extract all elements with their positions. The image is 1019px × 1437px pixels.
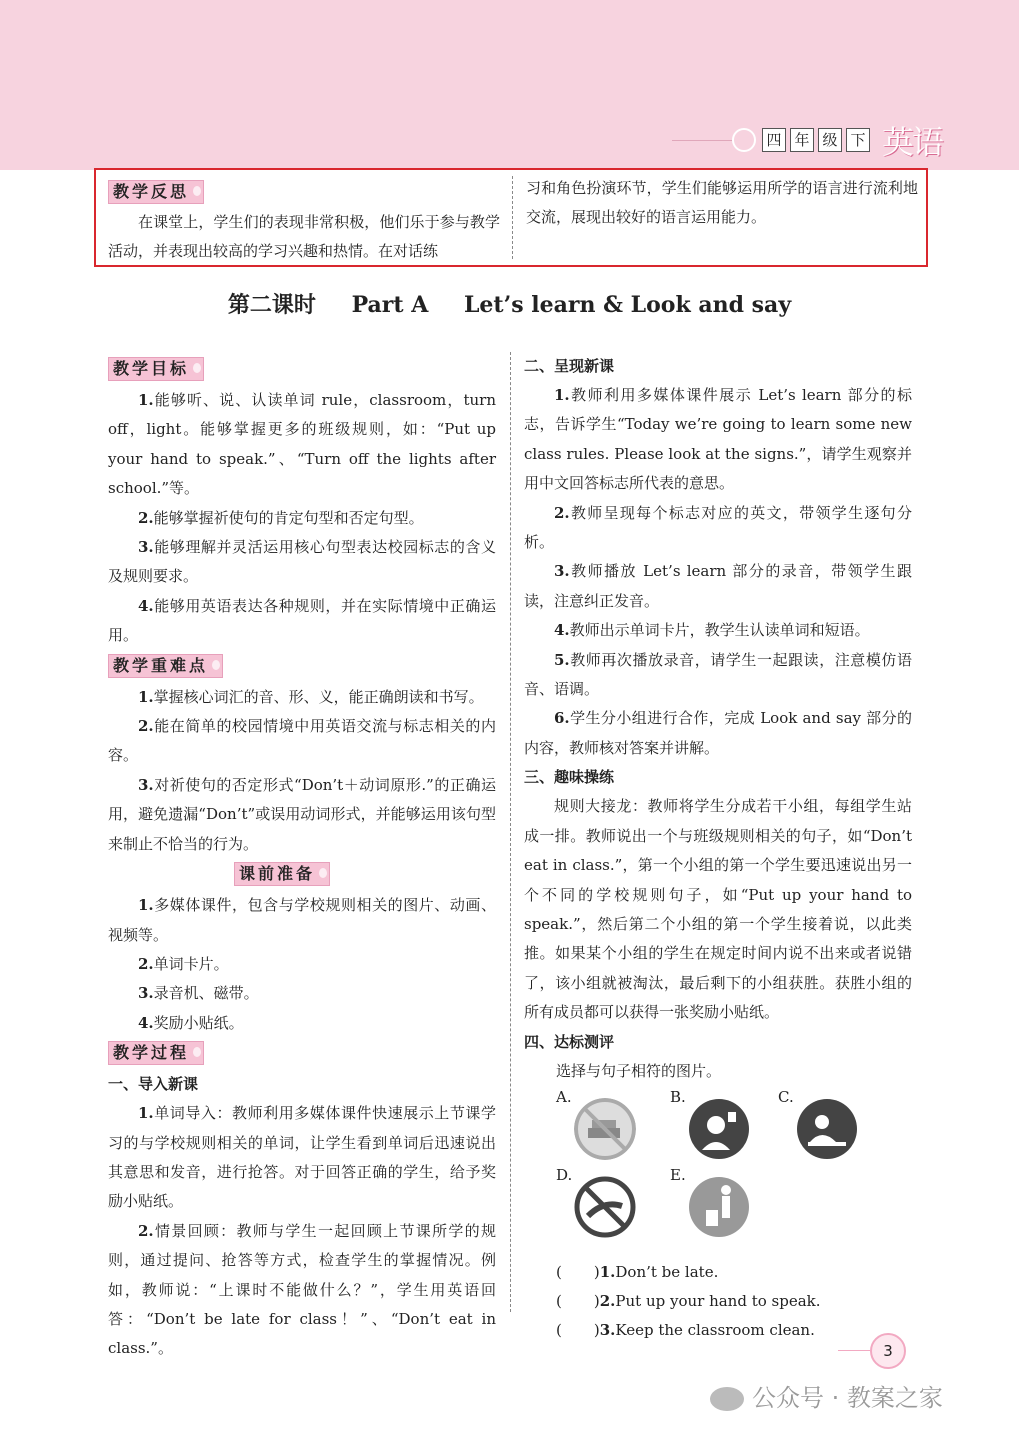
- item-text: 教师利用多媒体课件展示 Let’s learn 部分的标志，告诉学生“Today we’re going to learn some new class rules. Please look at the signs.”，请学生观察并用中文回答标志所代表的意思。: [524, 386, 912, 493]
- lesson-title-cn: 第二课时: [227, 292, 316, 318]
- quiz-instruction: 选择与句子相符的图片。: [556, 1061, 722, 1080]
- grade-char: 级: [818, 128, 842, 152]
- decor-line: [672, 140, 732, 141]
- option-label: C.: [778, 1087, 794, 1106]
- grade-label: [672, 120, 942, 160]
- item-text: 掌握核心词汇的音、形、义，能正确朗读和书写。: [153, 687, 484, 706]
- decor-circle: [732, 128, 756, 152]
- reflection-box: [94, 168, 928, 267]
- list-item: [108, 950, 496, 979]
- student-desk-sign-icon: [796, 1098, 858, 1160]
- item-number: 1.: [138, 391, 154, 409]
- trash-bin-sign-icon: [688, 1176, 750, 1238]
- item-number: 1.: [138, 1104, 154, 1123]
- item-text: 能够听、说、认读单词 rule，classroom，turn off，light。能够掌握更多的班级规则，如：“Put up your hand to speak.”、“Turn off the lights after school.”等。: [108, 391, 496, 498]
- column-divider: [510, 352, 511, 1312]
- item-number: 6.: [554, 709, 570, 728]
- item-text: 录音机、磁带。: [153, 984, 259, 1003]
- quiz-questions: [524, 1258, 912, 1346]
- item-text: 教师播放 Let’s learn 部分的录音，带领学生跟读，注意纠正发音。: [524, 562, 912, 610]
- no-food-sign-icon: [574, 1098, 636, 1160]
- prep-list: [108, 891, 496, 1038]
- section-heading: 三、趣味操练: [524, 768, 615, 787]
- list-item: [524, 381, 912, 499]
- grade-chars: [762, 128, 874, 152]
- answer-bracket-open: (: [556, 1262, 562, 1281]
- question-text: Don’t be late.: [615, 1262, 719, 1281]
- item-text: 多媒体课件，包含与学校规则相关的图片、动画、视频等。: [108, 896, 496, 944]
- item-number: 2.: [138, 508, 154, 527]
- question-number: 2.: [599, 1291, 616, 1310]
- item-text: 单词导入：教师利用多媒体课件快速展示上节课学习的与学校规则相关的单词，让学生看到单词后迅速说出其意思和发音，进行抢答。对于回答正确的学生，给予奖励小贴纸。: [108, 1104, 496, 1211]
- item-number: 3.: [138, 538, 154, 557]
- list-item: [108, 979, 496, 1008]
- answer-bracket-close: ): [593, 1262, 600, 1281]
- section-heading: 四、达标测评: [524, 1032, 615, 1051]
- item-text: 能够掌握祈使句的肯定句型和否定句型。: [153, 508, 424, 527]
- item-text: 能够理解并灵活运用核心句型表达校园标志的含义及规则要求。: [108, 538, 496, 586]
- reflection-text-right: 习和角色扮演环节，学生们能够运用所学的语言进行流利地交流，展现出较好的语言运用能力。: [526, 179, 918, 227]
- question-text: Keep the classroom clean.: [615, 1321, 815, 1340]
- option-label: E.: [670, 1165, 686, 1184]
- list-item: [108, 891, 496, 950]
- item-number: 2.: [138, 954, 154, 973]
- item-text: 能够用英语表达各种规则，并在实际情境中正确运用。: [108, 596, 496, 645]
- wechat-icon: [710, 1387, 744, 1411]
- quiz-question: [524, 1316, 912, 1345]
- option-label: D.: [556, 1165, 573, 1184]
- prep-tag: 课前准备: [234, 862, 330, 886]
- lesson-title-part: Part A: [351, 292, 429, 318]
- item-number: 1.: [554, 386, 570, 404]
- item-text: 教师呈现每个标志对应的英文，带领学生逐句分析。: [524, 503, 912, 552]
- list-item: [108, 712, 496, 771]
- list-item: [108, 683, 496, 712]
- list-item: [108, 386, 496, 504]
- answer-bracket-close: ): [593, 1321, 600, 1340]
- subject-label: 英语: [882, 123, 943, 161]
- lesson-title: [0, 288, 1019, 319]
- decor-line: [838, 1350, 870, 1351]
- goals-tag: 教学目标: [108, 357, 204, 381]
- quiz-pictures: [524, 1088, 912, 1258]
- answer-bracket-close: ): [593, 1291, 600, 1310]
- grade-char: 四: [762, 128, 786, 152]
- option-label: B.: [670, 1087, 686, 1106]
- option-label: A.: [556, 1087, 572, 1106]
- item-text: 能在简单的校园情境中用英语交流与标志相关的内容。: [108, 717, 496, 765]
- grade-char: 年: [790, 128, 814, 152]
- reflection-tag: 教学反思: [108, 180, 204, 204]
- item-text: 教师出示单词卡片，教学生认读单词和短语。: [569, 621, 870, 640]
- item-text: 教师再次播放录音，请学生一起跟读，注意模仿语音、语调。: [524, 650, 912, 699]
- question-text: Put up your hand to speak.: [615, 1291, 821, 1310]
- section-heading: 一、导入新课: [108, 1075, 199, 1094]
- watermark-text: 公众号 · 教案之家: [752, 1384, 943, 1412]
- process-tag: 教学过程: [108, 1041, 204, 1065]
- item-text: 奖励小贴纸。: [153, 1013, 244, 1032]
- answer-bracket-open: (: [556, 1291, 562, 1310]
- item-number: 2.: [554, 503, 570, 522]
- list-item: [108, 1099, 496, 1217]
- list-item: [524, 557, 912, 616]
- section3-text: 规则大接龙：教师将学生分成若干小组，每组学生站成一排。教师说出一个与班级规则相关的句子，如“Don’t eat in class.”，第一个小组的第一个学生要迅速说出另一个不同的学校规则句子，如“Put up your hand to speak.”，然后第二个小组的第一个学生接着说，以此类推。如果某个小组的学生在规定时间内说不出来或者说错了，该小组就被淘汰，最后剩下的小组获胜。获胜小组的所有成员都可以获得一张奖励小贴纸。: [524, 797, 912, 1022]
- quiz-question: [524, 1258, 912, 1287]
- goals-list: [108, 386, 496, 651]
- item-number: 1.: [138, 896, 154, 915]
- item-number: 2.: [138, 1221, 154, 1240]
- item-number: 3.: [138, 775, 154, 794]
- item-text: 情景回顾：教师与学生一起回顾上节课所学的规则，通过提问、抢答等方式，检查学生的掌握情况。例如，教师说：“上课时不能做什么？”，学生用英语回答：“Don’t be late for class！”、“Don’t eat in class.”。: [108, 1221, 496, 1358]
- section-heading: 二、呈现新课: [524, 357, 615, 375]
- page-number: 3: [870, 1333, 906, 1369]
- item-number: 5.: [554, 650, 570, 669]
- list-item: [108, 504, 496, 533]
- list-item: [108, 592, 496, 651]
- list-item: [524, 646, 912, 705]
- watermark: [710, 1378, 943, 1413]
- item-text: 对祈使句的否定形式“Don’t＋动词原形.”的正确运用，避免遗漏“Don’t”或误用动词形式，并能够运用该句型来制止不恰当的行为。: [108, 775, 496, 853]
- item-number: 4.: [138, 596, 154, 615]
- lesson-title-rest: Let’s learn & Look and say: [463, 292, 792, 318]
- list-item: [524, 499, 912, 558]
- raise-hand-sign-icon: [688, 1098, 750, 1160]
- item-number: 3.: [554, 562, 570, 581]
- section2-list: [524, 381, 912, 763]
- question-number: 3.: [599, 1321, 616, 1340]
- keypoints-tag: 教学重难点: [108, 654, 223, 678]
- item-number: 2.: [138, 717, 154, 736]
- reflection-text-left: 在课堂上，学生们的表现非常积极，他们乐于参与教学活动，并表现出较高的学习兴趣和热情。在对话练: [108, 213, 500, 261]
- keypoints-list: [108, 683, 496, 859]
- answer-bracket-open: (: [556, 1321, 562, 1340]
- item-number: 1.: [138, 687, 154, 706]
- list-item: [524, 616, 912, 645]
- list-item: [108, 533, 496, 592]
- no-watch-sign-icon: [574, 1176, 636, 1238]
- item-text: 单词卡片。: [153, 954, 229, 973]
- list-item: [108, 1217, 496, 1364]
- section1-list: [108, 1099, 496, 1364]
- item-number: 4.: [554, 621, 570, 640]
- list-item: [524, 704, 912, 763]
- item-text: 学生分小组进行合作，完成 Look and say 部分的内容，教师核对答案并讲解。: [524, 709, 912, 757]
- item-number: 4.: [138, 1013, 154, 1032]
- list-item: [108, 1009, 496, 1038]
- grade-char: 下: [846, 128, 870, 152]
- question-number: 1.: [599, 1262, 616, 1281]
- right-column: [524, 352, 912, 1346]
- item-number: 3.: [138, 984, 154, 1003]
- quiz-question: [524, 1287, 912, 1316]
- column-divider: [512, 176, 513, 259]
- list-item: [108, 771, 496, 859]
- left-column: [108, 354, 496, 1364]
